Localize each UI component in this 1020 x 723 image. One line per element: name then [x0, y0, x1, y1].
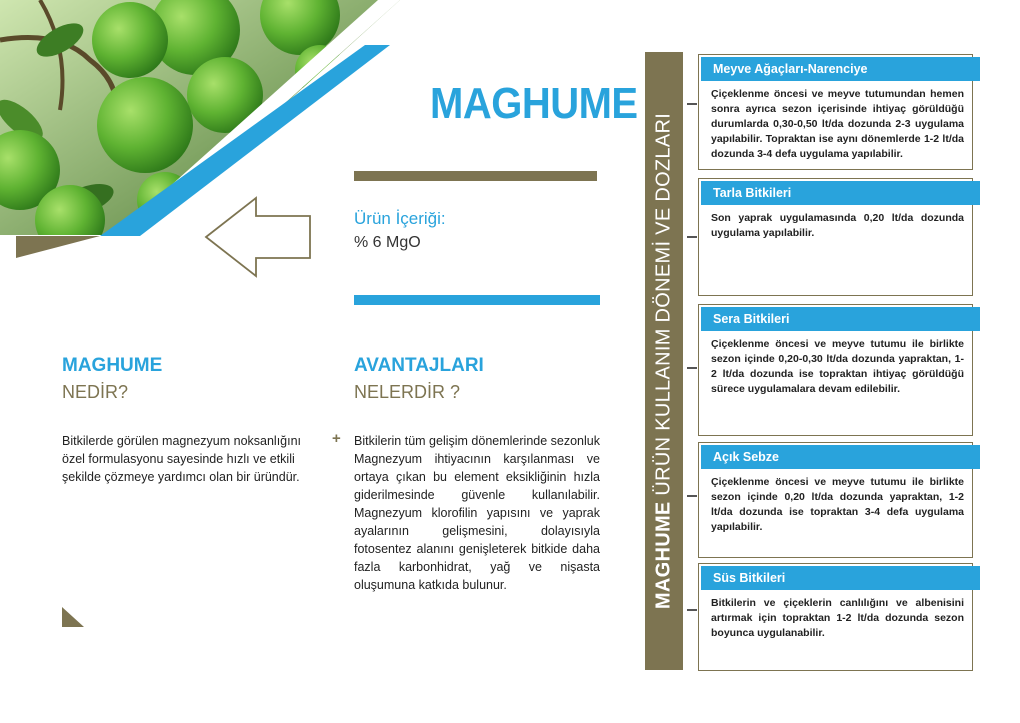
advantages-title: AVANTAJLARI — [354, 355, 484, 376]
usage-card-field-crops — [698, 178, 973, 296]
what-is-subtitle: NEDİR? — [62, 382, 129, 402]
card-title: Sera Bitkileri — [701, 307, 980, 331]
card-title: Açık Sebze — [701, 445, 980, 469]
card-title: Süs Bitkileri — [701, 566, 980, 590]
fruit-photo — [0, 0, 400, 260]
corner-triangle-icon — [62, 607, 84, 627]
left-arrow-icon — [204, 196, 314, 278]
what-is-text: Bitkilerde görülen magnezyum noksanlığını özel formulasyonu sayesinde hızlı ve etkili şekilde çözmeye yardımcı olan bir üründür. — [62, 434, 302, 484]
divider-olive — [354, 171, 597, 181]
divider-blue — [354, 295, 600, 305]
card-text: Çiçeklenme öncesi ve meyve tutumundan hemen sonra ayrıca sezon içerisinde ihtiyaç görüldüğü durumlarda 0,30-0,50 lt/da dozunda 2-3 uygulama yapılabilir. Topraktan ise aynı dönemlerde 1-2 lt/da dozunda 3-4 defa uygulama yapılabilir. — [711, 88, 964, 160]
card-connector — [687, 103, 697, 105]
advantages-subtitle: NELERDİR ? — [354, 382, 461, 402]
card-text: Son yaprak uygulamasında 0,20 lt/da dozunda uygulama yapılabilir. — [711, 212, 964, 239]
advantages-text: Bitkilerin tüm gelişim dönemlerinde sezonluk Magnezyum ihtiyacının karşılanması ve ortaya çıkan bu element eksikliğinin hızla giderilmesinde güvenle kullanılabilir. Magnezyum klorofilin yapısını ve yaprak ayalarının gelişmesini, dolayısıyla fotosentez alanını genişleterek bitkide daha fazla karbonhidrat, yağ ve nişasta oluşumuna katkıda bulunur. — [354, 434, 600, 592]
band-title — [653, 113, 676, 609]
card-text: Bitkilerin ve çiçeklerin canlılığını ve albenisini artırmak için topraktan 1-2 lt/da dozunda sezon boyunca uygulanabilir. — [711, 597, 964, 639]
card-title: Tarla Bitkileri — [701, 181, 980, 205]
card-connector — [687, 609, 697, 611]
usage-card-fruit-trees — [698, 54, 973, 170]
content-value: % 6 MgO — [354, 234, 421, 251]
band-title-bold: MAGHUME — [652, 501, 675, 610]
product-title: MAGHUME — [430, 80, 638, 128]
card-connector — [687, 367, 697, 369]
card-text: Çiçeklenme öncesi ve meyve tutumu ile birlikte sezon içinde 0,20-0,30 lt/da dozunda yapraktan, 1-2 lt/da dozunda ise topraktan ihtiyaç görüldüğü sürece uygulamalara devam edilebilir. — [711, 338, 964, 395]
card-connector — [687, 236, 697, 238]
card-title: Meyve Ağaçları-Narenciye — [701, 57, 980, 81]
plus-bullet-icon: + — [332, 430, 341, 447]
usage-band — [645, 52, 683, 670]
usage-card-open-vegetables — [698, 442, 973, 558]
what-is-title: MAGHUME — [62, 355, 163, 376]
card-text: Çiçeklenme öncesi ve meyve tutumu ile birlikte sezon içinde 0,20 lt/da dozunda yapraktan, 1-2 lt/da dozunda ise topraktan 3-4 defa uygulama yapılabilir. — [711, 476, 964, 533]
card-connector — [687, 495, 697, 497]
usage-card-ornamental — [698, 563, 973, 671]
content-label: Ürün İçeriği: — [354, 209, 446, 228]
usage-card-greenhouse — [698, 304, 973, 436]
band-title-rest: ÜRÜN KULLANIM DÖNEMİ VE DOZLARI — [652, 112, 675, 502]
